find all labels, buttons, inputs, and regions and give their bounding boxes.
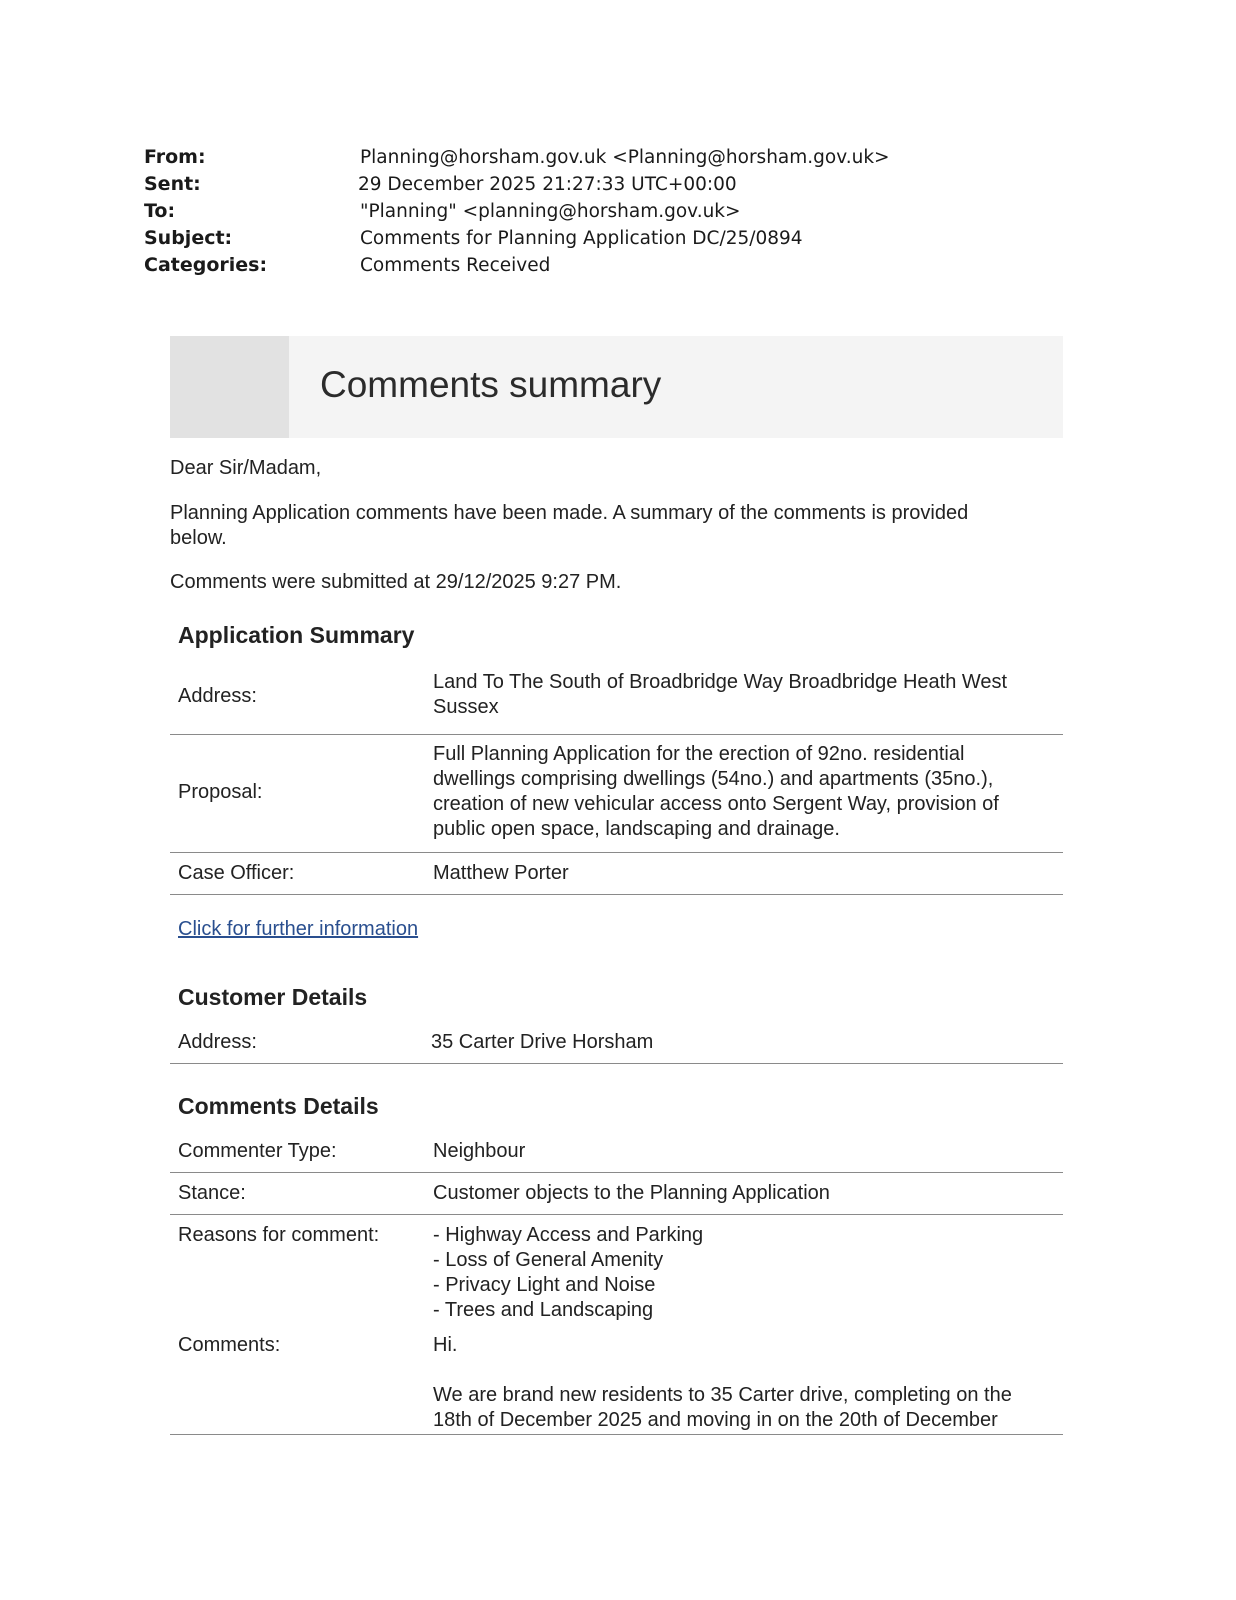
subject-value: Comments for Planning Application DC/25/0894 — [360, 228, 803, 249]
submitted-text: Comments were submitted at 29/12/2025 9:27 PM. — [170, 571, 622, 593]
application-summary-heading: Application Summary — [178, 622, 415, 648]
stance-row — [170, 1173, 1063, 1215]
proposal-line-2: dwellings comprising dwellings (54no.) and apartments (35no.), — [433, 768, 994, 790]
address-value — [433, 670, 1063, 720]
customer-details-table — [170, 1022, 1063, 1064]
customer-details-heading: Customer Details — [178, 984, 368, 1010]
comments-details-table — [170, 1131, 1063, 1435]
address-row — [170, 662, 1063, 735]
case-officer-row — [170, 853, 1063, 895]
comments-label: Comments: — [178, 1334, 281, 1356]
banner-title: Comments summary — [320, 364, 662, 405]
case-officer-value: Matthew Porter — [433, 862, 569, 884]
comments-row — [170, 1327, 1063, 1435]
to-label: To: — [144, 200, 176, 222]
greeting: Dear Sir/Madam, — [170, 457, 322, 479]
comment-line-1: Hi. — [433, 1334, 458, 1356]
comment-line-2 — [433, 1358, 1063, 1383]
banner-side-block — [170, 336, 289, 438]
stance-value: Customer objects to the Planning Application — [433, 1182, 830, 1204]
from-label: From: — [144, 146, 206, 168]
further-information-link[interactable]: Click for further information — [178, 918, 419, 940]
proposal-value — [433, 742, 1063, 842]
intro-line-2: below. — [170, 527, 227, 549]
customer-address-row — [170, 1022, 1063, 1064]
comment-line-4: 18th of December 2025 and moving in on the 20th of December — [433, 1409, 998, 1431]
customer-address-label: Address: — [178, 1031, 257, 1053]
comments-details-heading: Comments Details — [178, 1093, 379, 1119]
application-summary-table — [170, 662, 1063, 895]
reasons-row — [170, 1215, 1063, 1327]
customer-address-value: 35 Carter Drive Horsham — [431, 1031, 654, 1053]
reasons-list — [433, 1223, 1063, 1323]
proposal-line-3: creation of new vehicular access onto Sergent Way, provision of — [433, 793, 999, 815]
categories-value: Comments Received — [360, 255, 551, 276]
categories-label: Categories: — [144, 254, 268, 276]
address-label: Address: — [178, 685, 257, 707]
reason-item: - Highway Access and Parking — [433, 1224, 704, 1246]
comment-line-3: We are brand new residents to 35 Carter drive, completing on the — [433, 1384, 1012, 1406]
intro-paragraph — [170, 501, 968, 551]
address-line-1: Land To The South of Broadbridge Way Broadbridge Heath West — [433, 671, 1008, 693]
proposal-row — [170, 735, 1063, 853]
commenter-type-value: Neighbour — [433, 1140, 526, 1162]
sent-value: 29 December 2025 21:27:33 UTC+00:00 — [358, 174, 737, 195]
reasons-label: Reasons for comment: — [178, 1224, 380, 1246]
intro-line-1: Planning Application comments have been made. A summary of the comments is provided — [170, 502, 969, 524]
stance-label: Stance: — [178, 1182, 246, 1204]
summary-banner — [170, 336, 1063, 438]
reason-item: - Privacy Light and Noise — [433, 1274, 656, 1296]
subject-label: Subject: — [144, 227, 233, 249]
from-value: Planning@horsham.gov.uk <Planning@horsham.gov.uk> — [360, 147, 890, 168]
sent-label: Sent: — [144, 173, 201, 195]
address-line-2: Sussex — [433, 696, 499, 718]
proposal-line-1: Full Planning Application for the erection of 92no. residential — [433, 743, 965, 765]
commenter-type-row — [170, 1131, 1063, 1173]
reason-item: - Loss of General Amenity — [433, 1249, 664, 1271]
proposal-line-4: public open space, landscaping and drainage. — [433, 818, 840, 840]
case-officer-label: Case Officer: — [178, 862, 295, 884]
comments-text — [433, 1333, 1063, 1433]
reason-item: - Trees and Landscaping — [433, 1299, 654, 1321]
proposal-label: Proposal: — [178, 781, 263, 803]
commenter-type-label: Commenter Type: — [178, 1140, 337, 1162]
to-value: "Planning" <planning@horsham.gov.uk> — [360, 201, 741, 222]
